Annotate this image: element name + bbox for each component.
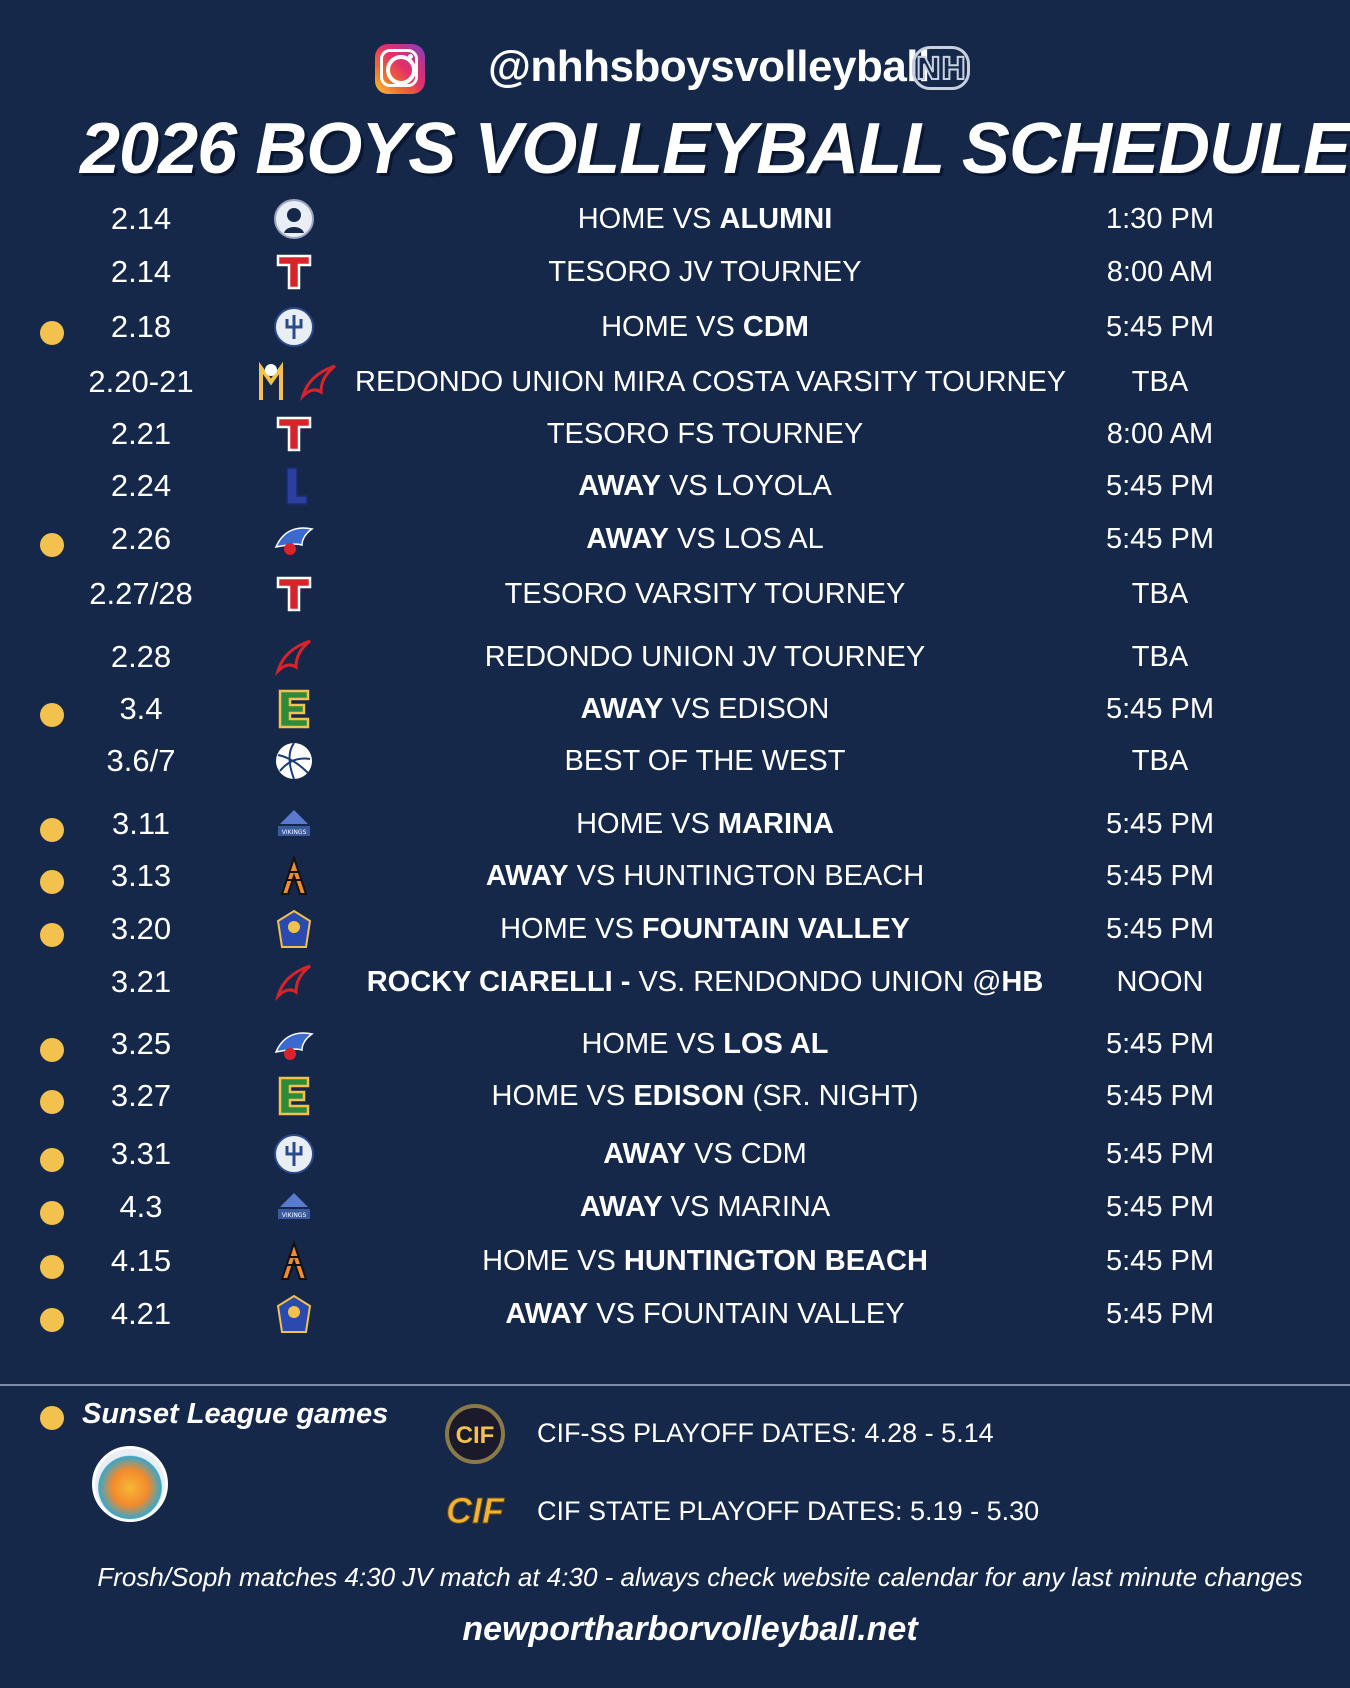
marina-vikings-icon	[272, 1185, 316, 1229]
schedule-row	[0, 1292, 1350, 1342]
game-date: 2.14	[110, 254, 172, 289]
schedule-row	[0, 412, 1350, 462]
fountain-valley-baron-icon	[272, 1292, 316, 1336]
schedule-row	[0, 1022, 1350, 1072]
game-date: 2.21	[110, 416, 172, 451]
cdm-trident-icon	[272, 1132, 316, 1176]
alumni-sailor-icon	[272, 197, 316, 241]
legend-label: Sunset League games	[82, 1398, 389, 1430]
game-time: TBA	[1131, 578, 1189, 610]
game-time: 5:45 PM	[1106, 1245, 1214, 1277]
schedule-row	[0, 197, 1350, 247]
game-time: NOON	[1116, 966, 1204, 998]
divider	[0, 1384, 1350, 1386]
svg-text:VIKINGS: VIKINGS	[281, 1212, 307, 1219]
schedule-row	[0, 687, 1350, 737]
redondo-sea-hawk-icon	[272, 960, 316, 1004]
sunset-league-logo-icon	[92, 1446, 168, 1522]
nh-logo-icon: NH	[912, 46, 970, 90]
game-description: HOME VS HUNTINGTON BEACH	[482, 1245, 928, 1277]
league-dot-icon	[40, 321, 64, 345]
game-description: HOME VS FOUNTAIN VALLEY	[500, 913, 910, 945]
game-date: 2.26	[110, 521, 172, 556]
game-date: 3.4	[119, 691, 163, 726]
game-date: 3.31	[110, 1136, 172, 1171]
game-time: 5:45 PM	[1106, 1080, 1214, 1112]
game-time: 5:45 PM	[1106, 860, 1214, 892]
instagram-handle[interactable]: @nhhsboysvolleyball	[488, 42, 930, 91]
huntington-beach-oil-derrick-icon	[272, 854, 316, 898]
game-date: 2.18	[110, 309, 172, 344]
game-time: TBA	[1131, 745, 1189, 777]
game-date: 4.3	[119, 1189, 163, 1224]
league-dot-icon	[40, 870, 64, 894]
game-time: 5:45 PM	[1106, 693, 1214, 725]
game-time: 5:45 PM	[1106, 311, 1214, 343]
schedule-row	[0, 250, 1350, 300]
tesoro-t-icon	[272, 412, 316, 456]
game-date: 2.20-21	[88, 364, 194, 399]
game-time: TBA	[1131, 641, 1189, 673]
league-dot-icon	[40, 1406, 64, 1430]
marina-vikings-icon	[272, 802, 316, 846]
game-date: 3.20	[110, 911, 172, 946]
game-description: HOME VS EDISON (SR. NIGHT)	[491, 1080, 919, 1112]
schedule-row	[0, 1074, 1350, 1124]
game-time: 8:00 AM	[1106, 256, 1214, 288]
game-time: TBA	[1131, 366, 1189, 398]
schedule-row	[0, 517, 1350, 567]
game-time: 5:45 PM	[1106, 470, 1214, 502]
schedule-row	[0, 802, 1350, 852]
game-date: 4.15	[110, 1243, 172, 1278]
tesoro-t-icon	[272, 572, 316, 616]
game-date: 2.27/28	[89, 576, 193, 611]
tesoro-t-icon	[272, 250, 316, 294]
cif-state-playoff-dates: CIF STATE PLAYOFF DATES: 5.19 - 5.30	[537, 1496, 1040, 1526]
cdm-trident-icon	[272, 305, 316, 349]
huntington-beach-oil-derrick-icon	[272, 1239, 316, 1283]
schedule-row	[0, 907, 1350, 957]
footer-note: Frosh/Soph matches 4:30 JV match at 4:30 - always check website calendar for any last minute changes	[97, 1562, 1303, 1592]
game-time: 5:45 PM	[1106, 1298, 1214, 1330]
game-date: 3.27	[110, 1078, 172, 1113]
game-description: AWAY VS EDISON	[580, 693, 830, 725]
game-description: AWAY VS CDM	[603, 1138, 807, 1170]
los-al-griffin-icon	[272, 1022, 316, 1066]
los-al-griffin-icon	[272, 517, 316, 561]
game-description: BEST OF THE WEST	[564, 745, 846, 777]
game-description: AWAY VS HUNTINGTON BEACH	[485, 860, 925, 892]
game-description: HOME VS LOS AL	[581, 1028, 829, 1060]
schedule-row	[0, 1185, 1350, 1235]
game-date: 3.21	[110, 964, 172, 999]
game-description: REDONDO UNION JV TOURNEY	[484, 641, 926, 673]
game-time: 5:45 PM	[1106, 1138, 1214, 1170]
page-title: 2026 BOYS VOLLEYBALL SCHEDULE	[80, 109, 1350, 189]
game-date: 3.11	[111, 806, 171, 841]
game-description: AWAY VS FOUNTAIN VALLEY	[505, 1298, 905, 1330]
game-date: 3.25	[110, 1026, 172, 1061]
league-dot-icon	[40, 703, 64, 727]
league-dot-icon	[40, 1038, 64, 1062]
schedule-row	[0, 635, 1350, 685]
league-dot-icon	[40, 1308, 64, 1332]
game-date: 3.13	[110, 858, 172, 893]
game-description: REDONDO UNION MIRA COSTA VARSITY TOURNEY	[355, 366, 1067, 398]
game-description: ROCKY CIARELLI - VS. RENDONDO UNION @HB	[366, 966, 1044, 998]
game-description: HOME VS MARINA	[576, 808, 834, 840]
schedule-row	[0, 854, 1350, 904]
mira-costa-redondo-icon	[255, 360, 343, 404]
schedule-row	[0, 572, 1350, 622]
game-time: 8:00 AM	[1106, 418, 1214, 450]
league-dot-icon	[40, 1201, 64, 1225]
game-description: AWAY VS LOYOLA	[578, 470, 832, 502]
league-dot-icon	[40, 1255, 64, 1279]
schedule-row	[0, 1239, 1350, 1289]
game-date: 2.28	[110, 639, 172, 674]
game-time: 5:45 PM	[1106, 1191, 1214, 1223]
website-link[interactable]: newportharborvolleyball.net	[462, 1610, 918, 1648]
league-dot-icon	[40, 533, 64, 557]
fountain-valley-baron-icon	[272, 907, 316, 951]
svg-text:VIKINGS: VIKINGS	[281, 829, 307, 836]
game-time: 5:45 PM	[1106, 913, 1214, 945]
game-date: 4.21	[110, 1296, 172, 1331]
header	[0, 38, 1350, 100]
edison-e-icon	[272, 1074, 316, 1118]
instagram-icon[interactable]	[375, 44, 425, 94]
schedule-row	[0, 464, 1350, 514]
league-dot-icon	[40, 1090, 64, 1114]
loyola-l-icon	[272, 464, 316, 508]
game-description: TESORO JV TOURNEY	[548, 256, 862, 288]
league-dot-icon	[40, 818, 64, 842]
schedule-row	[0, 739, 1350, 789]
cif-ss-playoff-dates: CIF-SS PLAYOFF DATES: 4.28 - 5.14	[537, 1418, 994, 1448]
schedule-row	[0, 360, 1350, 410]
schedule-row	[0, 1132, 1350, 1182]
league-dot-icon	[40, 1148, 64, 1172]
cif-state-icon: CIF	[446, 1490, 504, 1531]
volleyball-icon	[272, 739, 316, 783]
edison-e-icon	[272, 687, 316, 731]
cif-southern-section-icon: CIF	[445, 1404, 505, 1464]
schedule-row	[0, 305, 1350, 355]
game-description: AWAY VS LOS AL	[586, 523, 824, 555]
game-date: 2.14	[110, 201, 172, 236]
game-description: HOME VS CDM	[601, 311, 809, 343]
game-description: HOME VS ALUMNI	[577, 203, 833, 235]
game-time: 5:45 PM	[1106, 1028, 1214, 1060]
game-date: 2.24	[110, 468, 172, 503]
schedule-row	[0, 960, 1350, 1010]
league-dot-icon	[40, 923, 64, 947]
game-description: TESORO VARSITY TOURNEY	[504, 578, 906, 610]
redondo-sea-hawk-icon	[272, 635, 316, 679]
game-description: AWAY VS MARINA	[579, 1191, 831, 1223]
game-time: 1:30 PM	[1106, 203, 1214, 235]
game-time: 5:45 PM	[1106, 523, 1214, 555]
game-description: TESORO FS TOURNEY	[546, 418, 864, 450]
game-date: 3.6/7	[106, 743, 176, 778]
game-time: 5:45 PM	[1106, 808, 1214, 840]
